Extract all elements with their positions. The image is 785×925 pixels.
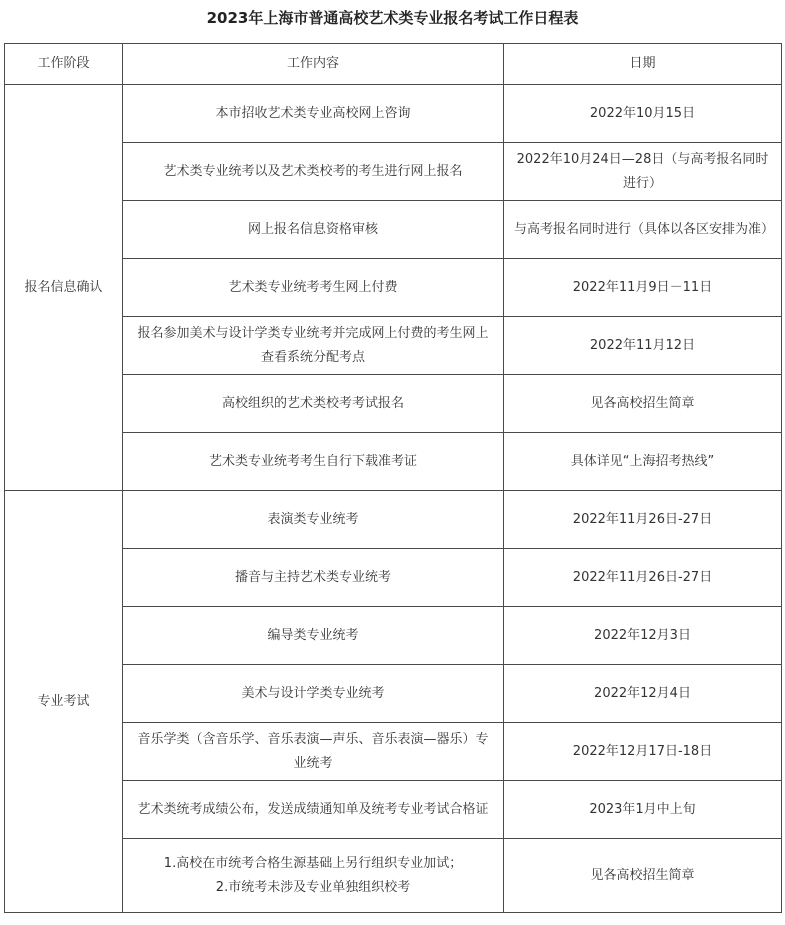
stage-cell: 专业考试 xyxy=(5,491,123,913)
table-row xyxy=(5,85,782,143)
stage-cell: 报名信息确认 xyxy=(5,85,123,491)
content-cell: 报名参加美术与设计学类专业统考并完成网上付费的考生网上查看系统分配考点 xyxy=(123,317,504,375)
date-cell: 2022年11月9日－11日 xyxy=(504,259,782,317)
date-cell: 2022年11月12日 xyxy=(504,317,782,375)
header-content: 工作内容 xyxy=(123,44,504,85)
date-cell: 2022年12月4日 xyxy=(504,665,782,723)
content-cell: 艺术类统考成绩公布，发送成绩通知单及统考专业考试合格证 xyxy=(123,781,504,839)
schedule-table xyxy=(4,43,782,913)
table-row xyxy=(5,491,782,549)
content-cell: 本市招收艺术类专业高校网上咨询 xyxy=(123,85,504,143)
date-cell: 2022年12月3日 xyxy=(504,607,782,665)
date-cell: 与高考报名同时进行（具体以各区安排为准） xyxy=(504,201,782,259)
content-cell: 艺术类专业统考考生网上付费 xyxy=(123,259,504,317)
content-cell: 编导类专业统考 xyxy=(123,607,504,665)
header-stage: 工作阶段 xyxy=(5,44,123,85)
date-cell: 2023年1月中上旬 xyxy=(504,781,782,839)
content-cell: 美术与设计学类专业统考 xyxy=(123,665,504,723)
content-cell: 网上报名信息资格审核 xyxy=(123,201,504,259)
date-cell: 具体详见“上海招考热线” xyxy=(504,433,782,491)
date-cell: 见各高校招生简章 xyxy=(504,375,782,433)
date-cell: 2022年11月26日-27日 xyxy=(504,549,782,607)
date-cell: 2022年10月24日—28日（与高考报名同时进行） xyxy=(504,143,782,201)
header-date: 日期 xyxy=(504,44,782,85)
table-header-row xyxy=(5,44,782,85)
date-cell: 见各高校招生简章 xyxy=(504,839,782,913)
content-cell: 艺术类专业统考考生自行下载准考证 xyxy=(123,433,504,491)
content-cell: 播音与主持艺术类专业统考 xyxy=(123,549,504,607)
page-title: 2023年上海市普通高校艺术类专业报名考试工作日程表 xyxy=(206,9,579,27)
content-cell: 艺术类专业统考以及艺术类校考的考生进行网上报名 xyxy=(123,143,504,201)
content-cell: 音乐学类（含音乐学、音乐表演—声乐、音乐表演—器乐）专业统考 xyxy=(123,723,504,781)
date-cell: 2022年12月17日-18日 xyxy=(504,723,782,781)
content-cell: 1.高校在市统考合格生源基础上另行组织专业加试； 2.市统考未涉及专业单独组织校考 xyxy=(123,839,504,913)
date-cell: 2022年10月15日 xyxy=(504,85,782,143)
content-cell: 表演类专业统考 xyxy=(123,491,504,549)
content-cell: 高校组织的艺术类校考考试报名 xyxy=(123,375,504,433)
date-cell: 2022年11月26日-27日 xyxy=(504,491,782,549)
